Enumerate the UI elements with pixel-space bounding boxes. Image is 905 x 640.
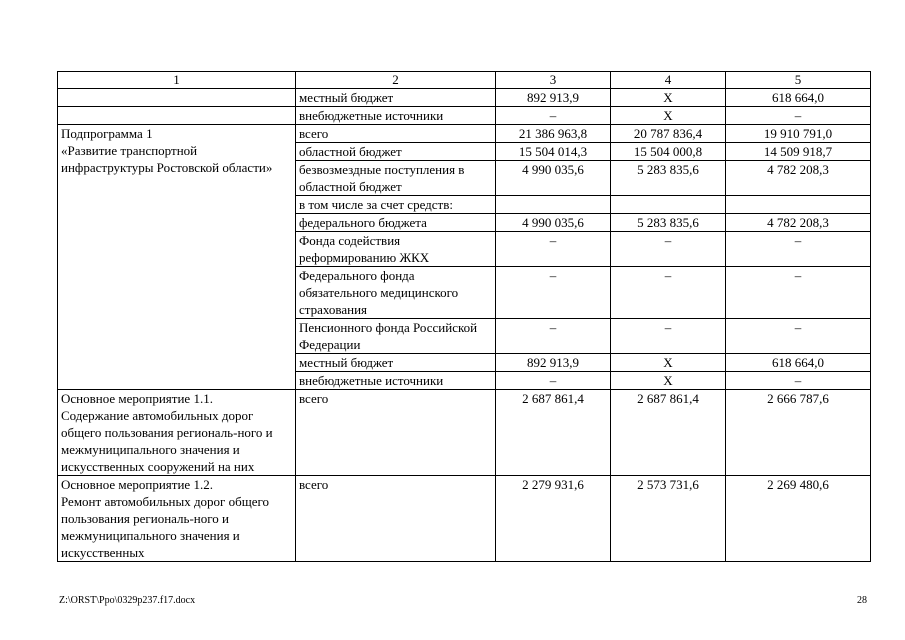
table-cell (58, 89, 296, 107)
table-cell: Х (611, 372, 726, 390)
table-cell: 15 504 014,3 (496, 143, 611, 161)
table-cell: 2 687 861,4 (611, 390, 726, 476)
table-cell: местный бюджет (296, 89, 496, 107)
table-row (58, 107, 871, 125)
table-cell: – (611, 319, 726, 354)
table-cell: Пенсионного фонда Российской Федерации (296, 319, 496, 354)
table-cell: – (496, 107, 611, 125)
table-cell (58, 107, 296, 125)
table-cell (496, 196, 611, 214)
table-cell: в том числе за счет средств: (296, 196, 496, 214)
table-cell: 20 787 836,4 (611, 125, 726, 143)
table-cell: Х (611, 354, 726, 372)
table-cell: Федерального фонда обязательного медицинского страхования (296, 267, 496, 319)
footer-file-path: Z:\ORST\Ppo\0329p237.f17.docx (59, 595, 196, 606)
table-cell: – (726, 267, 871, 319)
activity-1-1-cell: Основное мероприятие 1.1. Содержание автомобильных дорог общего пользования региональ-ного и межмуниципального значения и искусственных сооружений на них (58, 390, 296, 476)
table-cell (611, 196, 726, 214)
table-cell: 19 910 791,0 (726, 125, 871, 143)
table-cell: 618 664,0 (726, 354, 871, 372)
table-cell: – (726, 232, 871, 267)
table-cell: 4 782 208,3 (726, 214, 871, 232)
table-cell: 2 687 861,4 (496, 390, 611, 476)
table-cell: федерального бюджета (296, 214, 496, 232)
header-cell: 4 (611, 72, 726, 89)
page-number: 28 (857, 595, 867, 606)
table-cell: 618 664,0 (726, 89, 871, 107)
table-cell: – (496, 319, 611, 354)
table-cell: Фонда содействия реформированию ЖКХ (296, 232, 496, 267)
table-cell: Х (611, 89, 726, 107)
table-cell: областной бюджет (296, 143, 496, 161)
table-cell: 5 283 835,6 (611, 214, 726, 232)
table-header-row (58, 72, 871, 89)
table-cell: – (611, 267, 726, 319)
activity-1-2-cell: Основное мероприятие 1.2. Ремонт автомобильных дорог общего пользования региональ-ного и межмуниципального значения и искусственных (58, 476, 296, 562)
table-cell: 21 386 963,8 (496, 125, 611, 143)
header-cell: 3 (496, 72, 611, 89)
table-row (58, 89, 871, 107)
table-cell: 892 913,9 (496, 354, 611, 372)
table-cell: местный бюджет (296, 354, 496, 372)
table-cell (726, 196, 871, 214)
table-cell: – (496, 232, 611, 267)
budget-table (57, 71, 871, 562)
table-cell: 2 666 787,6 (726, 390, 871, 476)
table-cell: – (726, 107, 871, 125)
table-cell: 2 279 931,6 (496, 476, 611, 562)
table-cell: – (496, 372, 611, 390)
table-cell: 4 990 035,6 (496, 214, 611, 232)
table-cell: всего (296, 476, 496, 562)
table-cell: внебюджетные источники (296, 372, 496, 390)
table-cell: 15 504 000,8 (611, 143, 726, 161)
table-cell: 2 269 480,6 (726, 476, 871, 562)
table-cell: 2 573 731,6 (611, 476, 726, 562)
table-cell: 4 990 035,6 (496, 161, 611, 196)
table-cell: безвозмездные поступления в областной бюджет (296, 161, 496, 196)
header-cell: 5 (726, 72, 871, 89)
table-cell: 4 782 208,3 (726, 161, 871, 196)
table-cell: 892 913,9 (496, 89, 611, 107)
table-cell: всего (296, 390, 496, 476)
header-cell: 1 (58, 72, 296, 89)
table-cell: – (496, 267, 611, 319)
table-cell: – (726, 319, 871, 354)
table-cell: – (726, 372, 871, 390)
table-cell: Х (611, 107, 726, 125)
table-row (58, 390, 871, 476)
table-cell: – (611, 232, 726, 267)
table-row (58, 476, 871, 562)
table-row (58, 125, 871, 143)
table-cell: 14 509 918,7 (726, 143, 871, 161)
subprogram-1-cell: Подпрограмма 1 «Развитие транспортной инфраструктуры Ростовской области» (58, 125, 296, 390)
table-cell: внебюджетные источники (296, 107, 496, 125)
header-cell: 2 (296, 72, 496, 89)
table-cell: 5 283 835,6 (611, 161, 726, 196)
table-cell: всего (296, 125, 496, 143)
